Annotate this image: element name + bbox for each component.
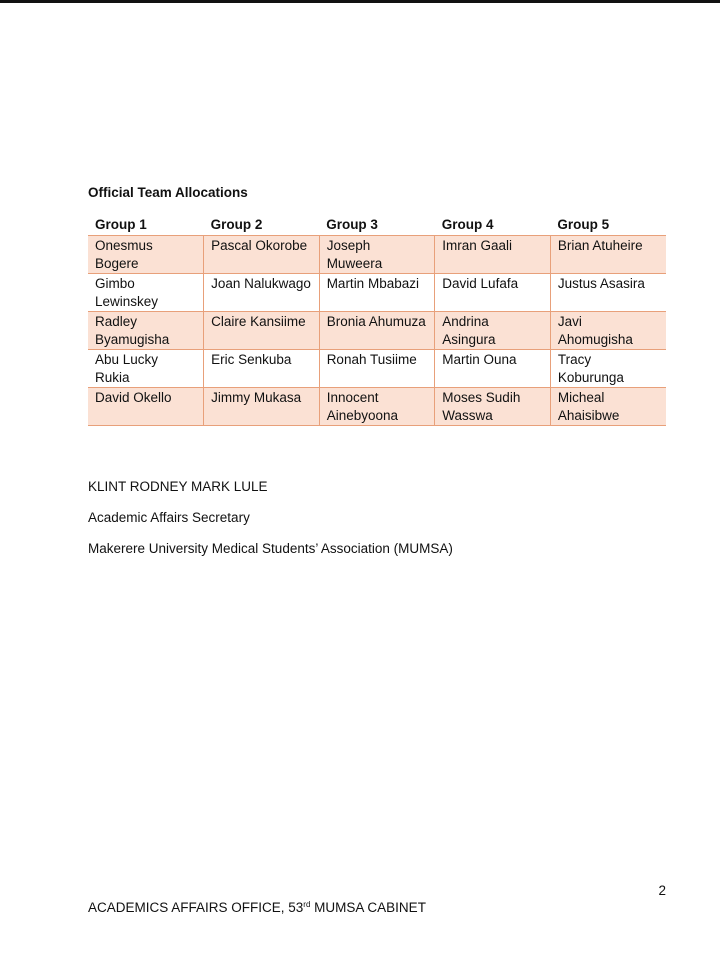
- header-group-2: Group 2: [204, 214, 320, 236]
- header-group-3: Group 3: [319, 214, 435, 236]
- table-cell: Tracy Koburunga: [550, 350, 666, 388]
- table-cell: Joan Nalukwago: [204, 274, 320, 312]
- header-group-5: Group 5: [550, 214, 666, 236]
- table-cell: Andrina Asingura: [435, 312, 551, 350]
- table-cell: Bronia Ahumuza: [319, 312, 435, 350]
- table-cell: Javi Ahomugisha: [550, 312, 666, 350]
- table-row: [88, 312, 666, 350]
- table-header-row: [88, 214, 666, 236]
- footer-prefix: ACADEMICS AFFAIRS OFFICE, 53: [88, 900, 304, 915]
- table-cell: David Okello: [88, 388, 204, 426]
- table-cell: Imran Gaali: [435, 236, 551, 274]
- table-cell: Pascal Okorobe: [204, 236, 320, 274]
- signatory-name: KLINT RODNEY MARK LULE: [88, 479, 268, 494]
- table-cell: Joseph Muweera: [319, 236, 435, 274]
- table-cell: Martin Ouna: [435, 350, 551, 388]
- table-cell: David Lufafa: [435, 274, 551, 312]
- page-number: 2: [658, 883, 666, 898]
- table-row: [88, 388, 666, 426]
- table-cell: Abu Lucky Rukia: [88, 350, 204, 388]
- table-cell: Micheal Ahaisibwe: [550, 388, 666, 426]
- table-cell: Gimbo Lewinskey: [88, 274, 204, 312]
- signatory-organization: Makerere University Medical Students’ Association (MUMSA): [88, 541, 453, 556]
- table-cell: Brian Atuheire: [550, 236, 666, 274]
- table-cell: Martin Mbabazi: [319, 274, 435, 312]
- table-cell: Ronah Tusiime: [319, 350, 435, 388]
- table-cell: Claire Kansiime: [204, 312, 320, 350]
- table-cell: Innocent Ainebyoona: [319, 388, 435, 426]
- page-footer: [88, 899, 426, 917]
- header-group-1: Group 1: [88, 214, 204, 236]
- section-title: Official Team Allocations: [88, 185, 248, 200]
- table-cell: Onesmus Bogere: [88, 236, 204, 274]
- table-cell: Radley Byamugisha: [88, 312, 204, 350]
- footer-ordinal-suffix: rd: [303, 900, 311, 909]
- header-group-4: Group 4: [435, 214, 551, 236]
- table-row: [88, 350, 666, 388]
- table-cell: Justus Asasira: [550, 274, 666, 312]
- table-cell: Eric Senkuba: [204, 350, 320, 388]
- table-row: [88, 236, 666, 274]
- page-top-border: [0, 0, 720, 3]
- signatory-role: Academic Affairs Secretary: [88, 510, 250, 525]
- table-cell: Moses Sudih Wasswa: [435, 388, 551, 426]
- table-row: [88, 274, 666, 312]
- table-cell: Jimmy Mukasa: [204, 388, 320, 426]
- footer-suffix: MUMSA CABINET: [310, 900, 426, 915]
- team-allocation-table: [88, 214, 666, 426]
